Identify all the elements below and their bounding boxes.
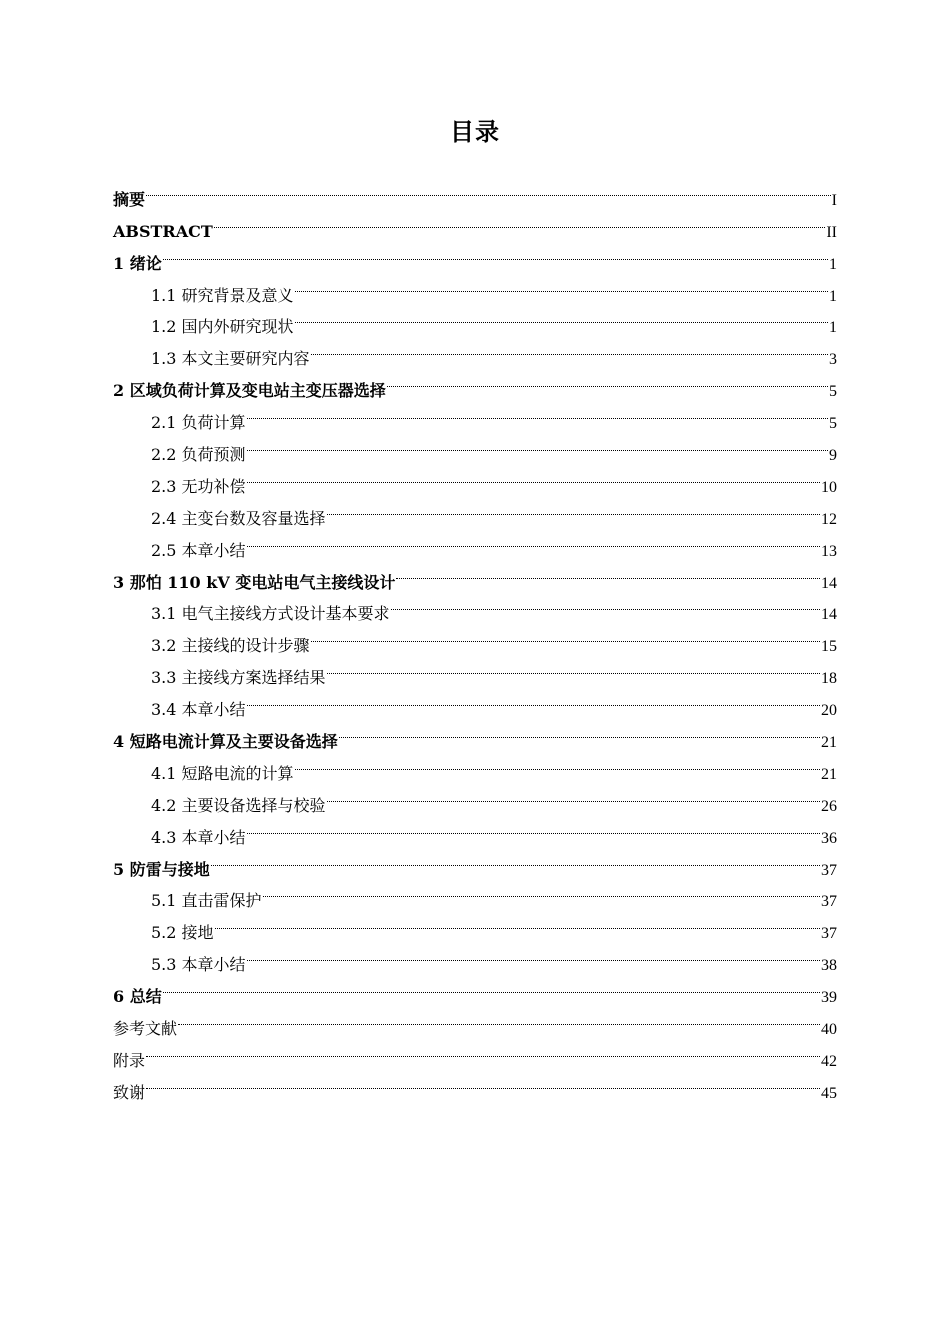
- toc-entry[interactable]: [113, 1066, 837, 1102]
- toc-entry-title: 1.1 研究背景及意义: [151, 285, 294, 305]
- toc-entry-title: 2.2 负荷预测: [151, 445, 246, 465]
- dot-leader: [247, 683, 820, 715]
- dot-leader: [391, 588, 820, 620]
- toc-page-number: 42: [821, 1052, 837, 1070]
- dot-leader: [146, 1034, 820, 1066]
- toc-page-number: 26: [821, 797, 837, 815]
- toc-entry-title: 3 那怕 110 kV 变电站电气主接线设计: [113, 572, 396, 592]
- toc-entry-title: 3.3 主接线方案选择结果: [151, 668, 326, 688]
- dot-leader: [247, 811, 820, 843]
- dot-leader: [247, 396, 828, 428]
- dot-leader: [327, 779, 820, 811]
- toc-entry-title: 3.2 主接线的设计步骤: [151, 636, 310, 656]
- toc-entry-title: 4.3 本章小结: [151, 827, 246, 847]
- toc-page-number: 15: [821, 638, 837, 656]
- toc-page-number: 1: [829, 319, 837, 337]
- toc-entry-title: 4.2 主要设备选择与校验: [151, 795, 326, 815]
- toc-entry-title: 1.2 国内外研究现状: [151, 317, 294, 337]
- toc-entry-title: 5.3 本章小结: [151, 955, 246, 975]
- toc-entry[interactable]: [113, 269, 837, 305]
- toc-page-number: 21: [821, 765, 837, 783]
- toc-page-number: 5: [829, 415, 837, 433]
- dot-leader: [339, 715, 820, 747]
- toc-list: [113, 173, 837, 1102]
- toc-entry[interactable]: [113, 205, 837, 241]
- dot-leader: [211, 843, 820, 875]
- dot-leader: [214, 205, 826, 237]
- toc-entry-title: 附录: [113, 1050, 146, 1070]
- toc-title: 目录: [450, 118, 500, 146]
- toc-entry[interactable]: [113, 237, 837, 273]
- dot-leader: [178, 1002, 820, 1034]
- toc-page-number: 18: [821, 670, 837, 688]
- toc-entry-title: 摘要: [113, 189, 146, 209]
- toc-entry-title: 2.4 主变台数及容量选择: [151, 508, 326, 528]
- toc-page-number: 21: [821, 734, 837, 752]
- toc-entry-title: 5 防雷与接地: [113, 859, 210, 879]
- dot-leader: [396, 556, 820, 588]
- dot-leader: [247, 428, 828, 460]
- toc-page-number: II: [826, 223, 837, 241]
- dot-leader: [387, 364, 828, 396]
- toc-page-number: 45: [821, 1084, 837, 1102]
- toc-page-number: 36: [821, 829, 837, 847]
- toc-entry-title: 2 区域负荷计算及变电站主变压器选择: [113, 381, 386, 401]
- toc-entry-title: 参考文献: [113, 1019, 178, 1039]
- toc-entry-title: 6 总结: [113, 987, 162, 1007]
- toc-page-number: 20: [821, 702, 837, 720]
- toc-entry[interactable]: [113, 970, 837, 1007]
- toc-page-number: 1: [829, 255, 837, 273]
- toc-entry-title: 2.5 本章小结: [151, 540, 246, 560]
- dot-leader: [327, 492, 820, 524]
- toc-page-number: 37: [821, 893, 837, 911]
- dot-leader: [146, 173, 831, 205]
- dot-leader: [163, 237, 828, 269]
- toc-entry-title: 致谢: [113, 1082, 146, 1102]
- toc-page-number: 40: [821, 1021, 837, 1039]
- toc-entry[interactable]: [113, 906, 837, 943]
- dot-leader: [295, 269, 828, 301]
- toc-page-number: 5: [829, 383, 837, 401]
- dot-leader: [311, 332, 828, 364]
- toc-page-number: 38: [821, 957, 837, 975]
- toc-page-number: 39: [821, 989, 837, 1007]
- toc-entry[interactable]: [113, 875, 837, 911]
- toc-entry[interactable]: [113, 1034, 837, 1070]
- toc-page-number: 1: [829, 287, 837, 305]
- toc-entry[interactable]: [113, 938, 837, 975]
- toc-page-number: 10: [821, 478, 837, 496]
- toc-page-number: 3: [829, 351, 837, 369]
- toc-entry-title: 1 绪论: [113, 253, 162, 273]
- toc-page-number: 14: [821, 606, 837, 624]
- dot-leader: [295, 301, 828, 333]
- dot-leader: [327, 651, 820, 683]
- dot-leader: [247, 460, 820, 492]
- toc-entry[interactable]: [113, 843, 837, 879]
- toc-entry-title: 2.1 负荷计算: [151, 413, 246, 433]
- toc-entry-title: 2.3 无功补偿: [151, 476, 246, 496]
- toc-page-number: 14: [821, 574, 837, 592]
- toc-entry-title: 1.3 本文主要研究内容: [151, 349, 310, 369]
- toc-page-number: I: [831, 191, 837, 209]
- toc-entry-title: 5.2 接地: [151, 923, 214, 943]
- toc-page-number: 9: [829, 447, 837, 465]
- toc-page-number: 13: [821, 542, 837, 560]
- dot-leader: [311, 619, 820, 651]
- toc-entry-title: ABSTRACT: [113, 221, 213, 241]
- dot-leader: [295, 747, 820, 779]
- toc-entry-title: 3.4 本章小结: [151, 700, 246, 720]
- dot-leader: [146, 1066, 820, 1098]
- toc-entry[interactable]: [113, 173, 837, 209]
- dot-leader: [247, 524, 820, 556]
- toc-entry-title: 5.1 直击雷保护: [151, 891, 262, 911]
- dot-leader: [163, 970, 820, 1002]
- toc-entry-title: 4.1 短路电流的计算: [151, 763, 294, 783]
- toc-entry-title: 4 短路电流计算及主要设备选择: [113, 732, 338, 752]
- toc-entry-title: 3.1 电气主接线方式设计基本要求: [151, 604, 390, 624]
- dot-leader: [247, 938, 820, 970]
- toc-entry[interactable]: [113, 1002, 837, 1039]
- toc-page-number: 37: [821, 925, 837, 943]
- dot-leader: [263, 875, 820, 907]
- toc-page-number: 12: [821, 510, 837, 528]
- toc-page-number: 37: [821, 861, 837, 879]
- dot-leader: [215, 906, 820, 938]
